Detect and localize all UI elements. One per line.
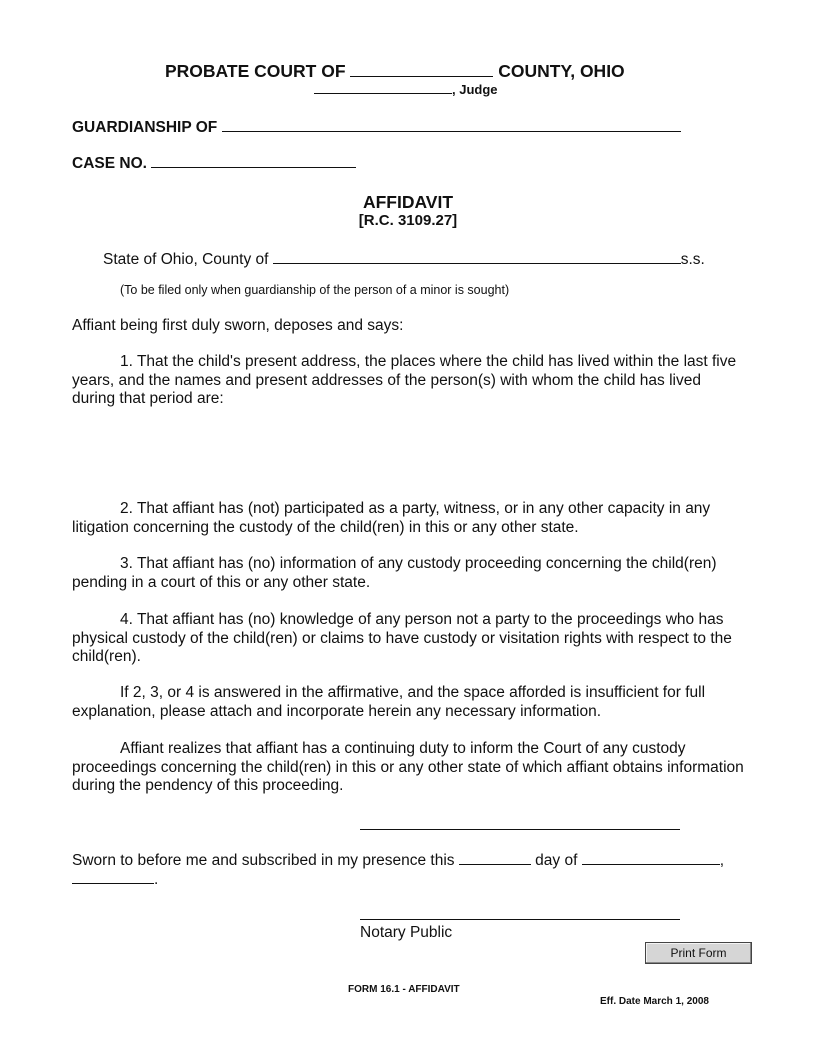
statute-reference: [R.C. 3109.27] [358,212,458,229]
notary-label: Notary Public [360,924,453,941]
jurat-year-sep: . [154,871,159,888]
court-heading [165,61,625,82]
venue-prefix: State of Ohio, County of [103,251,269,268]
venue-county-blank[interactable] [273,249,681,264]
venue-line [103,249,705,269]
venue-suffix: s.s. [680,251,705,268]
filing-note: (To be filed only when guardianship of the person of a minor is sought) [120,283,510,297]
intro-text: Affiant being first duly sworn, deposes and says: [72,317,404,334]
judge-line [314,82,498,97]
judge-blank[interactable] [314,82,452,94]
guardianship-line [72,117,681,137]
effective-date: Eff. Date March 1, 2008 [600,996,709,1007]
jurat-day-blank[interactable] [459,850,531,865]
affirmative-note [72,684,744,721]
jurat-month-blank[interactable] [582,850,720,865]
page-title: AFFIDAVIT [362,192,454,212]
guardianship-blank[interactable] [222,117,681,132]
affirmative-text: If 2, 3, or 4 is answered in the affirmative, and the space afforded is insufficient for full explanation, please attach and incorporate herein any necessary information. [72,684,706,720]
continuing-duty [72,740,744,796]
case-number-blank[interactable] [151,153,356,168]
item-2-text: 2. That affiant has (not) participated as a party, witness, or in any other capacity in any litigation concerning the custody of the child(ren) in this or any other state. [72,500,711,536]
county-blank[interactable] [350,62,493,77]
guardianship-label: GUARDIANSHIP OF [72,119,218,136]
affiant-signature-line[interactable] [360,829,680,830]
item-4-text: 4. That affiant has (no) knowledge of any person not a party to the proceedings who has physical custody of the child(ren) or claims to have custody or visitation rights with respect to the child(ren). [72,611,732,666]
item-1 [72,353,744,409]
item-4 [72,611,744,667]
jurat-day-label: day of [535,852,578,869]
item-2 [72,500,744,537]
notary-signature-line[interactable] [360,919,680,920]
item-1-text: 1. That the child's present address, the places where the child has lived within the last five years, and the names and present addresses of the person(s) with whom the child has lived during that period are: [72,353,737,408]
court-suffix: COUNTY, OHIO [498,61,625,81]
print-form-button[interactable]: Print Form [645,942,752,964]
jurat-line: Sworn to before me and subscribed in my presence this day of , [72,852,725,869]
case-number-line [72,153,356,173]
court-prefix: PROBATE COURT OF [165,61,346,81]
case-no-label: CASE NO. [72,155,147,172]
item-3 [72,555,744,592]
form-identifier: FORM 16.1 - AFFIDAVIT [348,984,460,995]
jurat-year-line [72,869,158,889]
item-3-text: 3. That affiant has (no) information of any custody proceeding concerning the child(ren) pending in a court of this or any other state. [72,555,717,591]
affiant-intro [72,317,744,336]
jurat-year-blank[interactable] [72,869,154,884]
judge-label: , Judge [452,82,498,97]
jurat-text: Sworn to before me and subscribed in my presence this [72,852,455,869]
duty-text: Affiant realizes that affiant has a continuing duty to inform the Court of any custody proceedings concerning the child(ren) in this or any other state of which affiant obtains information during the pendency of this proceeding. [72,740,744,795]
